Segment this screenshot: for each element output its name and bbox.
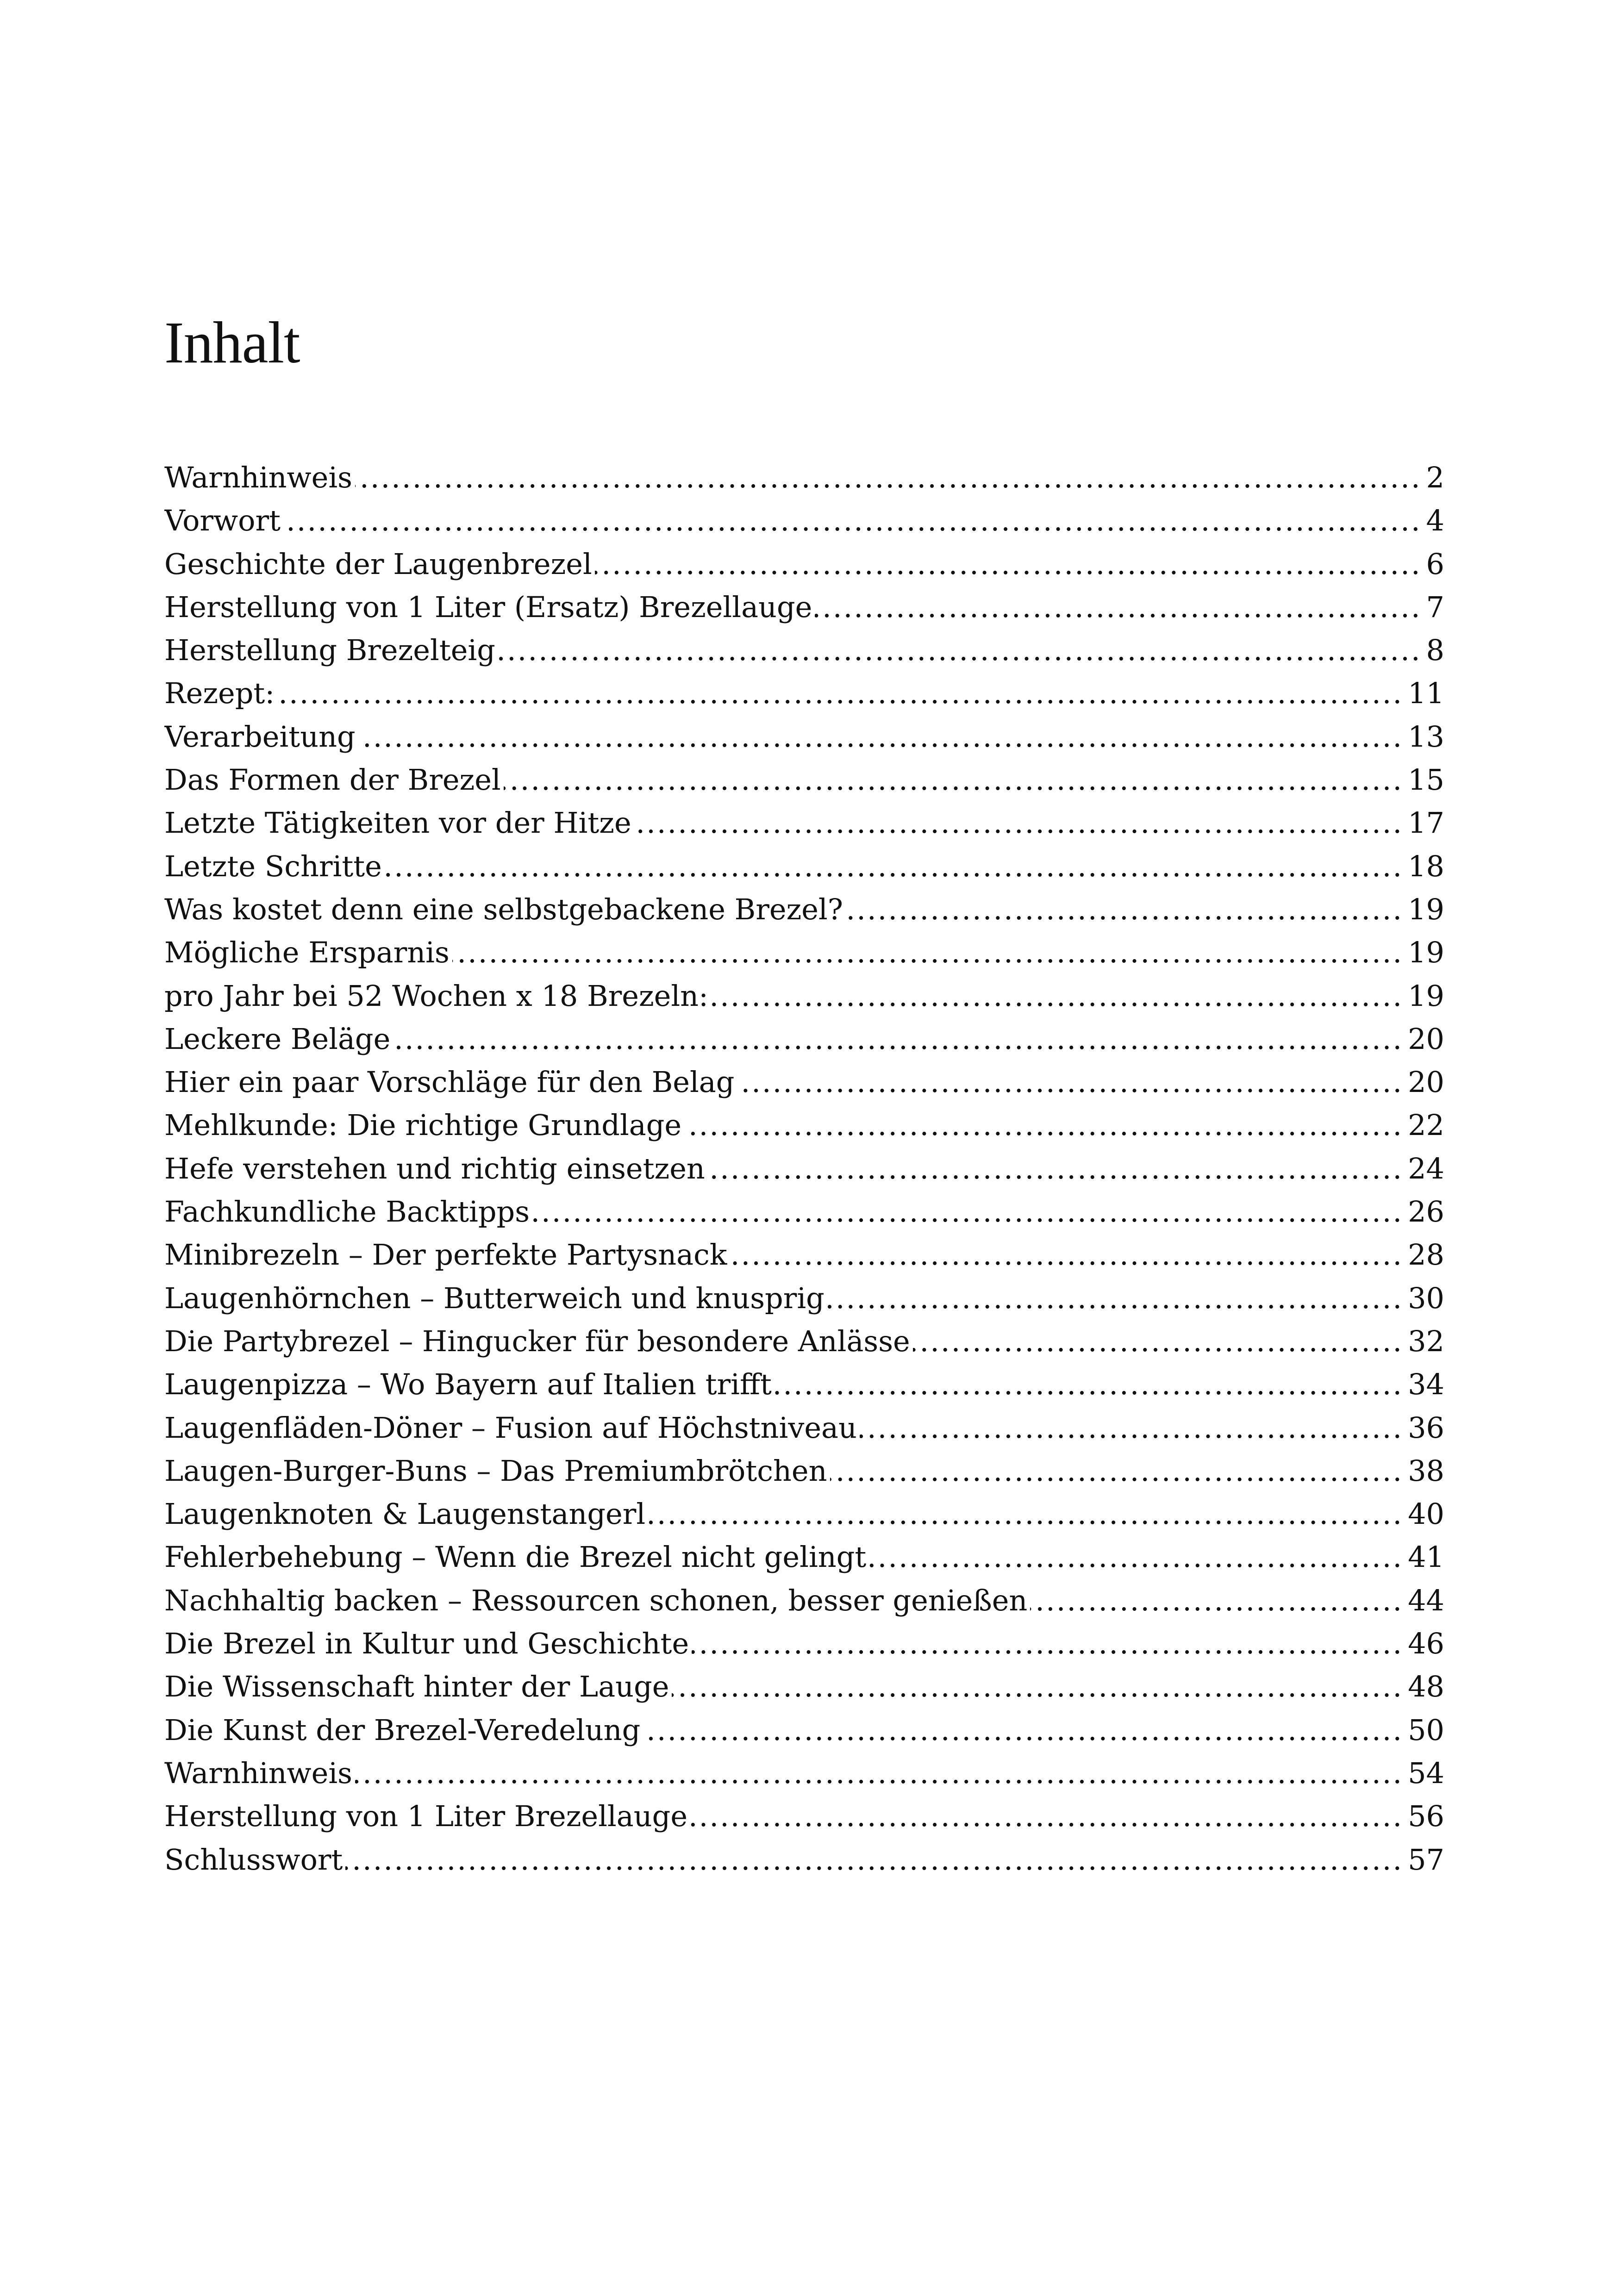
toc-entry[interactable] bbox=[164, 1233, 1444, 1276]
toc-entry-page-number: 48 bbox=[1408, 1670, 1444, 1704]
toc-entry-page-number: 17 bbox=[1408, 806, 1444, 840]
toc-dot-leader bbox=[355, 456, 1422, 499]
toc-dot-leader bbox=[393, 1017, 1403, 1060]
toc-entry[interactable] bbox=[164, 1147, 1444, 1190]
toc-entry[interactable] bbox=[164, 456, 1444, 499]
toc-dot-leader bbox=[711, 974, 1403, 1017]
toc-entry-label: Herstellung von 1 Liter (Ersatz) Brezellauge bbox=[164, 590, 812, 624]
toc-entry[interactable] bbox=[164, 672, 1444, 715]
toc-entry-page-number: 50 bbox=[1408, 1713, 1444, 1747]
toc-entry-label: Die Brezel in Kultur und Geschichte bbox=[164, 1627, 689, 1661]
toc-entry-page-number: 41 bbox=[1408, 1540, 1444, 1574]
toc-entry[interactable] bbox=[164, 1017, 1444, 1060]
toc-entry[interactable] bbox=[164, 1492, 1444, 1535]
toc-entry-label: Letzte Tätigkeiten vor der Hitze bbox=[164, 806, 631, 840]
toc-entry-page-number: 32 bbox=[1408, 1324, 1444, 1358]
toc-entry-page-number: 28 bbox=[1408, 1238, 1444, 1272]
toc-entry[interactable] bbox=[164, 931, 1444, 974]
toc-entry-label: Schlusswort bbox=[164, 1842, 343, 1877]
toc-entry-label: Hefe verstehen und richtig einsetzen bbox=[164, 1151, 705, 1185]
toc-dot-leader bbox=[643, 1709, 1403, 1752]
toc-dot-leader bbox=[730, 1233, 1403, 1276]
toc-entry-page-number: 34 bbox=[1408, 1367, 1444, 1402]
toc-dot-leader bbox=[345, 1838, 1403, 1881]
toc-entry-label: Laugen-Burger-Buns – Das Premiumbrötchen bbox=[164, 1453, 827, 1488]
toc-entry[interactable] bbox=[164, 1449, 1444, 1492]
toc-dot-leader bbox=[869, 1535, 1403, 1578]
toc-entry[interactable] bbox=[164, 801, 1444, 844]
toc-entry[interactable] bbox=[164, 1277, 1444, 1320]
toc-entry[interactable] bbox=[164, 1665, 1444, 1708]
toc-entry-page-number: 36 bbox=[1408, 1410, 1444, 1445]
toc-entry[interactable] bbox=[164, 1320, 1444, 1363]
toc-entry-label: Die Kunst der Brezel-Veredelung bbox=[164, 1713, 641, 1747]
toc-entry-label: Fachkundliche Backtipps bbox=[164, 1195, 530, 1229]
toc-entry-label: Die Partybrezel – Hingucker für besondere Anlässe bbox=[164, 1324, 910, 1358]
toc-entry-page-number: 19 bbox=[1408, 892, 1444, 926]
toc-dot-leader bbox=[358, 715, 1403, 758]
toc-entry[interactable] bbox=[164, 1406, 1444, 1449]
toc-entry-page-number: 24 bbox=[1408, 1151, 1444, 1185]
toc-dot-leader bbox=[690, 1795, 1403, 1838]
toc-dot-leader bbox=[860, 1406, 1403, 1449]
toc-title: Inhalt bbox=[164, 310, 300, 375]
toc-entry-page-number: 26 bbox=[1408, 1195, 1444, 1229]
toc-entry-page-number: 57 bbox=[1408, 1842, 1444, 1877]
toc-entry[interactable] bbox=[164, 1060, 1444, 1104]
toc-dot-leader bbox=[452, 931, 1403, 974]
toc-entry-page-number: 19 bbox=[1408, 979, 1444, 1013]
toc-entry-label: pro Jahr bei 52 Wochen x 18 Brezeln: bbox=[164, 979, 708, 1013]
toc-entry-page-number: 22 bbox=[1408, 1108, 1444, 1142]
toc-entry[interactable] bbox=[164, 1579, 1444, 1622]
toc-entry-page-number: 2 bbox=[1426, 461, 1444, 494]
toc-entry-label: Leckere Beläge bbox=[164, 1022, 391, 1056]
toc-dot-leader bbox=[1030, 1579, 1403, 1622]
toc-entry-label: Herstellung Brezelteig bbox=[164, 633, 495, 667]
toc-entry-label: Warnhinweis bbox=[164, 461, 352, 494]
toc-dot-leader bbox=[846, 888, 1403, 931]
toc-entry-page-number: 11 bbox=[1408, 676, 1444, 711]
toc-entry-label: Verarbeitung bbox=[164, 719, 356, 754]
toc-dot-leader bbox=[708, 1147, 1403, 1190]
toc-dot-leader bbox=[648, 1492, 1403, 1535]
toc-entry[interactable] bbox=[164, 974, 1444, 1017]
toc-dot-leader bbox=[283, 499, 1422, 542]
toc-entry[interactable] bbox=[164, 1104, 1444, 1147]
toc-entry[interactable] bbox=[164, 888, 1444, 931]
toc-dot-leader bbox=[634, 801, 1403, 844]
toc-entry[interactable] bbox=[164, 499, 1444, 542]
toc-dot-leader bbox=[532, 1190, 1403, 1233]
toc-entry[interactable] bbox=[164, 1709, 1444, 1752]
toc-dot-leader bbox=[684, 1104, 1403, 1147]
toc-entry[interactable] bbox=[164, 1190, 1444, 1233]
toc-dot-leader bbox=[692, 1622, 1403, 1665]
toc-dot-leader bbox=[737, 1060, 1403, 1104]
toc-entry-page-number: 20 bbox=[1408, 1022, 1444, 1056]
toc-entry-label: Mögliche Ersparnis bbox=[164, 935, 450, 970]
toc-entry-page-number: 40 bbox=[1408, 1497, 1444, 1531]
toc-entry-label: Warnhinweis bbox=[164, 1756, 352, 1790]
toc-entry-label: Laugenfläden-Döner – Fusion auf Höchstniveau bbox=[164, 1410, 857, 1445]
toc-entry[interactable] bbox=[164, 586, 1444, 629]
toc-entry-label: Vorwort bbox=[164, 504, 281, 538]
toc-dot-leader bbox=[775, 1363, 1403, 1406]
toc-entry-label: Laugenknoten & Laugenstangerl bbox=[164, 1497, 646, 1531]
toc-entry-label: Laugenpizza – Wo Bayern auf Italien trifft bbox=[164, 1367, 772, 1402]
toc-dot-leader bbox=[827, 1277, 1403, 1320]
toc-entry-page-number: 18 bbox=[1408, 849, 1444, 883]
toc-entry-page-number: 56 bbox=[1408, 1799, 1444, 1834]
toc-entry-label: Hier ein paar Vorschläge für den Belag bbox=[164, 1065, 735, 1099]
toc-dot-leader bbox=[385, 845, 1403, 888]
toc-dot-leader bbox=[355, 1752, 1403, 1795]
toc-dot-leader bbox=[277, 672, 1403, 715]
toc-entry[interactable] bbox=[164, 1795, 1444, 1838]
toc-entry[interactable] bbox=[164, 1622, 1444, 1665]
toc-entry-page-number: 19 bbox=[1408, 935, 1444, 970]
toc-entry-label: Laugenhörnchen – Butterweich und knusprig bbox=[164, 1281, 824, 1315]
toc-dot-leader bbox=[595, 543, 1422, 586]
toc-entry-page-number: 6 bbox=[1426, 547, 1444, 581]
toc-entry[interactable] bbox=[164, 629, 1444, 672]
toc-dot-leader bbox=[913, 1320, 1403, 1363]
toc-entry-label: Fehlerbehebung – Wenn die Brezel nicht gelingt bbox=[164, 1540, 867, 1574]
toc-entry-page-number: 54 bbox=[1408, 1756, 1444, 1790]
toc-entry[interactable] bbox=[164, 1838, 1444, 1881]
toc-entry[interactable] bbox=[164, 758, 1444, 801]
toc-entry[interactable] bbox=[164, 543, 1444, 586]
toc-entry-label: Das Formen der Brezel bbox=[164, 763, 501, 797]
toc-entry-page-number: 7 bbox=[1426, 590, 1444, 624]
toc-entry-page-number: 38 bbox=[1408, 1453, 1444, 1488]
toc-entry[interactable] bbox=[164, 1363, 1444, 1406]
toc-entry-label: Mehlkunde: Die richtige Grundlage bbox=[164, 1108, 682, 1142]
toc-entry-label: Die Wissenschaft hinter der Lauge bbox=[164, 1670, 669, 1704]
toc-entry-page-number: 13 bbox=[1408, 719, 1444, 754]
toc-entry-label: Minibrezeln – Der perfekte Partysnack bbox=[164, 1238, 727, 1272]
toc-entry[interactable] bbox=[164, 1752, 1444, 1795]
toc-dot-leader bbox=[672, 1665, 1403, 1708]
toc-entry-label: Rezept: bbox=[164, 676, 275, 711]
toc-entry-page-number: 44 bbox=[1408, 1583, 1444, 1617]
table-of-contents bbox=[164, 456, 1444, 1881]
toc-entry[interactable] bbox=[164, 1535, 1444, 1578]
toc-entry-page-number: 20 bbox=[1408, 1065, 1444, 1099]
toc-entry-label: Herstellung von 1 Liter Brezellauge bbox=[164, 1799, 688, 1834]
toc-entry-page-number: 4 bbox=[1426, 504, 1444, 538]
toc-entry[interactable] bbox=[164, 715, 1444, 758]
toc-entry-label: Letzte Schritte bbox=[164, 849, 382, 883]
toc-entry-label: Geschichte der Laugenbrezel bbox=[164, 547, 592, 581]
toc-entry-page-number: 8 bbox=[1426, 633, 1444, 667]
toc-dot-leader bbox=[498, 629, 1422, 672]
toc-dot-leader bbox=[830, 1449, 1404, 1492]
toc-entry-label: Nachhaltig backen – Ressourcen schonen, besser genießen bbox=[164, 1583, 1028, 1617]
toc-entry-page-number: 15 bbox=[1408, 763, 1444, 797]
toc-entry-label: Was kostet denn eine selbstgebackene Brezel? bbox=[164, 892, 843, 926]
toc-dot-leader bbox=[504, 758, 1403, 801]
toc-entry-page-number: 30 bbox=[1408, 1281, 1444, 1315]
toc-entry[interactable] bbox=[164, 845, 1444, 888]
toc-dot-leader bbox=[815, 586, 1421, 629]
toc-entry-page-number: 46 bbox=[1408, 1627, 1444, 1661]
